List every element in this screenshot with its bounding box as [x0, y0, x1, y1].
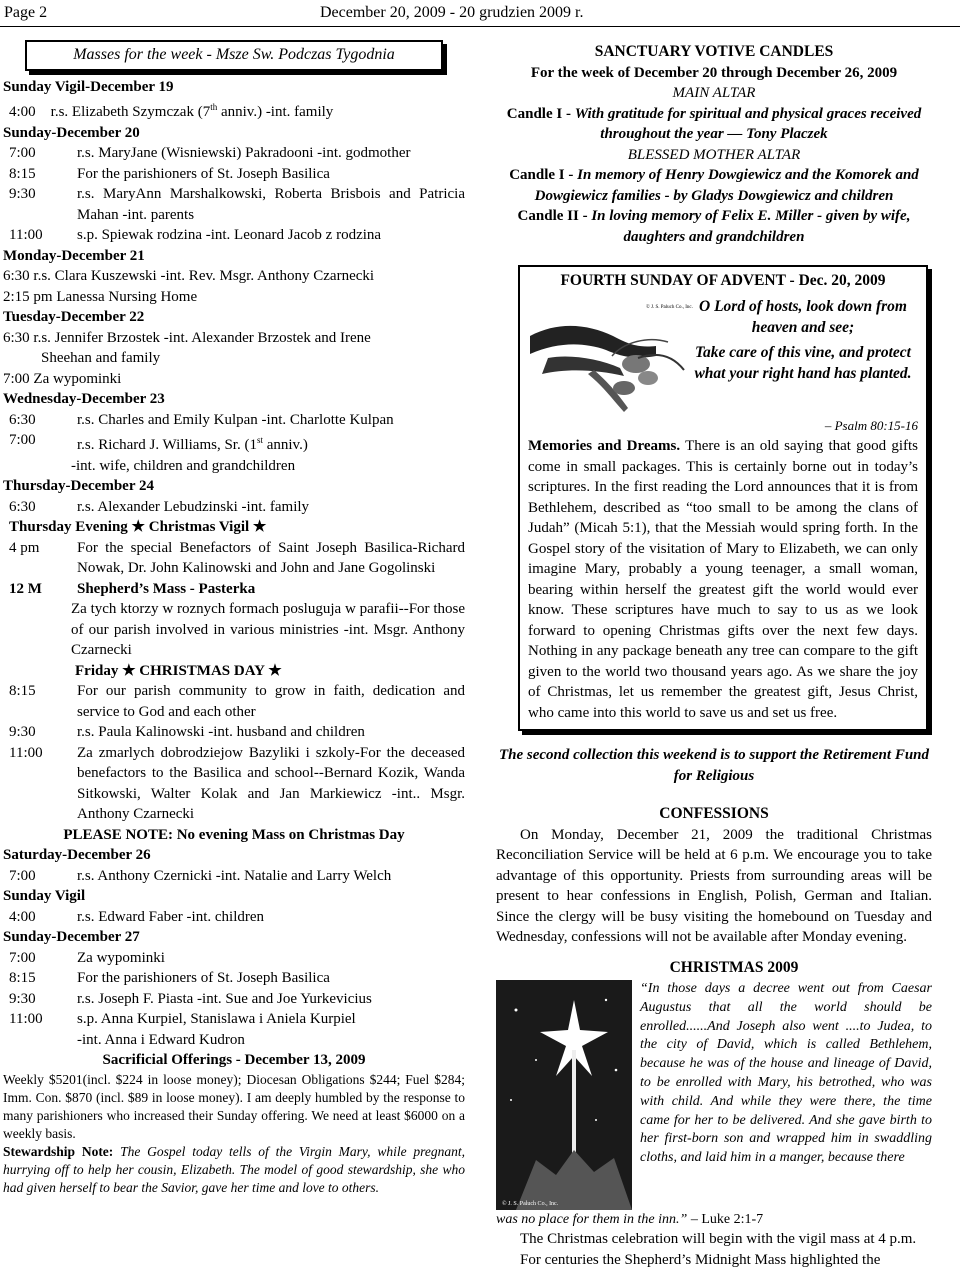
bethlehem-star-illustration [496, 980, 632, 1210]
mass-intention: r.s. MaryJane (Wisniewski) Pakradooni -int. godmother [77, 143, 465, 164]
mass-time: 11:00 [3, 1009, 77, 1030]
mass-intention: r.s. Paula Kalinowski -int. husband and children [77, 722, 465, 743]
day-heading: Sunday-December 27 [3, 927, 465, 948]
offerings-text: Weekly $5201(incl. $224 in loose money); Diocesan Obligations $244; Fuel $284; Imm. Con. $870 (incl. $89 in loose money). I am deeply humbled by the response to many parishioners who increased their Sunday offering. We need at least $6000 on a weekly basis. [3, 1071, 465, 1143]
mass-time: 9:30 [3, 184, 77, 225]
mass-entry: 4:00 r.s. Edward Faber -int. children [3, 907, 465, 928]
stewardship-note: Stewardship Note: The Gospel today tells of the Virgin Mary, while pregnant, hurrying off to help her cousin, Elizabeth. The model of good stewardship, she who had given herself to bear the Savior, gave her time and love to others. [3, 1143, 465, 1197]
mass-entry-cont: Sheehan and family [3, 348, 465, 369]
mass-time: 7:00 [3, 143, 77, 164]
mass-entry [3, 1030, 465, 1051]
mass-intention: r.s. Joseph F. Piasta -int. Sue and Joe Yurkevicius [77, 989, 465, 1010]
mass-entry: 6:30 r.s. Alexander Lebudzinski -int. family [3, 497, 465, 518]
mass-entry [3, 968, 465, 989]
mass-entry: -int. wife, children and grandchildren [3, 456, 465, 477]
mass-entry [3, 743, 465, 825]
day-heading: Sunday-December 20 [3, 123, 465, 144]
masses-title: Masses for the week - Msze Sw. Podczas Tygodnia [25, 40, 443, 71]
confessions-title: CONFESSIONS [496, 804, 932, 825]
bulletin-date: December 20, 2009 - 20 grudzien 2009 r. [320, 4, 583, 22]
mass-time: 8:15 [3, 968, 77, 989]
psalm-verse: O Lord of hosts, look down from heaven and see; Take care of this vine, and protect what your right hand has planted. [688, 296, 918, 416]
mass-time: 9:30 [3, 989, 77, 1010]
mass-entry: 4 pm For the special Benefactors of Saint Joseph Basilica-Richard Nowak, Dr. John Kalinowski and John and Jane Gogolinski [3, 538, 465, 579]
mass-entry [3, 184, 465, 225]
christmas-p1: The Christmas celebration will begin with the vigil mass at 4 p.m. [496, 1229, 932, 1250]
mass-intention: r.s. MaryAnn Marshalkowski, Roberta Brisbois and Patricia Mahan -int. parents [77, 184, 465, 225]
advent-title: FOURTH SUNDAY OF ADVENT - Dec. 20, 2009 [528, 271, 918, 292]
page-header [0, 0, 960, 27]
mass-time: 11:00 [3, 743, 77, 825]
candles-week: For the week of December 20 through December 26, 2009 [496, 63, 932, 84]
sunday-dec27-list [3, 948, 465, 1051]
blessed-mother-heading: BLESSED MOTHER ALTAR [496, 145, 932, 166]
memories-dreams: Memories and Dreams. There is an old saying that good gifts come in small packages. This is certainly borne out in today’s scriptures. In the first reading the Lord announces that it is from Bethlehem, described as “too small to be among the clans of Judah” (Micah 5:1), that the Messiah would spring forth. In the Gospel story of the visitation of Mary to Elizabeth, we can only imagine Mary, probably a young teenager, a small woman, bearing within herself the greatest gift the world would ever know. These scriptures have much to say to us as we look forward to opening Christmas gifts over the next few days. Nothing in any package beneath any tree can compare to the gift given to the world two thousand years ago. As we share the joy of Christmas, let us remember the greatest gift, Jesus Christ, who came into this world to save us and set us free. [528, 436, 918, 723]
christmas-quote: “In those days a decree went out from Caesar Augustus that all the world should be enrolled......And Joseph also went ....to Judea, to the city of David, which is called Bethlehem, because he was of the house and lineage of David, to be enrolled with Mary, his betrothed, who was with child. And while they were there, the time came for her to be delivered. And she gave birth to her first-born son and wrapped him in swaddling cloths, and laid him in a manger, because there [640, 980, 932, 1210]
mass-intention: s.p. Spiewak rodzina -int. Leonard Jacob z rodzina [77, 225, 465, 246]
mass-intention: For our parish community to grow in faith, dedication and service to God and each other [77, 681, 465, 722]
mass-entry [3, 722, 465, 743]
mass-entry [3, 948, 465, 969]
mass-intention: For the parishioners of St. Joseph Basilica [77, 164, 465, 185]
mass-entry: 7:00 r.s. Anthony Czernicki -int. Natalie and Larry Welch [3, 866, 465, 887]
day-heading: Saturday-December 26 [3, 845, 465, 866]
vine-hands-illustration [528, 296, 688, 416]
candle-entry: Candle I - With gratitude for spiritual and physical graces received throughout the year — Tony Placzek [496, 104, 932, 145]
mass-time: 7:00 [3, 948, 77, 969]
candles-title: SANCTUARY VOTIVE CANDLES [496, 42, 932, 63]
mass-time: 8:15 [3, 681, 77, 722]
mass-time [3, 1030, 77, 1051]
mass-entry [3, 1009, 465, 1030]
mass-entry-cont: Za tych ktorzy w roznych formach posluguja w parafii--For those of our parish involved in various ministries -int. Msgr. Anthony Czarnecki [3, 599, 465, 661]
mass-entry [3, 143, 465, 164]
second-collection: The second collection this weekend is to support the Retirement Fund for Religious [496, 745, 932, 786]
christmas-day-heading: Friday ★ CHRISTMAS DAY ★ [3, 661, 465, 682]
mass-entry: 2:15 pm Lanessa Nursing Home [3, 287, 465, 308]
svg-text:© J. S. Paluch Co., Inc.: © J. S. Paluch Co., Inc. [502, 1200, 559, 1207]
mass-time: 11:00 [3, 225, 77, 246]
please-note: PLEASE NOTE: No evening Mass on Christmas Day [3, 825, 465, 846]
day-heading: Sunday Vigil [3, 886, 465, 907]
mass-intention: Za zmarlych dobrodziejow Bazyliki i szkoly-For the deceased benefactors to the Basilica and school--Bernard Kozik, Wanda Sitkowski, Walter Kolak and Jan Markiewicz -int.. Msgr. Anthony Czarnecki [77, 743, 465, 825]
mass-entry [3, 225, 465, 246]
mass-time: 8:15 [3, 164, 77, 185]
mass-intention: -int. Anna i Edward Kudron [77, 1030, 465, 1051]
psalm-reference: – Psalm 80:15-16 [528, 416, 918, 437]
right-column [496, 42, 932, 1270]
mass-entry [3, 989, 465, 1010]
mass-time: 9:30 [3, 722, 77, 743]
candle-entry: Candle I - In memory of Henry Dowgiewicz and the Komorek and Dowgiewicz families - by Gladys Dowgiewicz and children [496, 165, 932, 206]
day-heading: Thursday-December 24 [3, 476, 465, 497]
mass-entry [3, 164, 465, 185]
advent-box [518, 265, 928, 731]
mass-entry: 4:00 r.s. Elizabeth Szymczak (7th anniv.) -int. family [3, 97, 465, 123]
day-heading: Sunday Vigil-December 19 [3, 77, 465, 98]
christmas-vigil-heading: Thursday Evening ★ Christmas Vigil ★ [3, 517, 465, 538]
header-rule [0, 26, 960, 27]
sunday-dec20-list [3, 143, 465, 246]
christmas-title: CHRISTMAS 2009 [496, 958, 932, 979]
mass-entry [3, 681, 465, 722]
day-heading: Tuesday-December 22 [3, 307, 465, 328]
christmas-p2: For centuries the Shepherd’s Midnight Mass highlighted the [496, 1250, 932, 1270]
offerings-title: Sacrificial Offerings - December 13, 2009 [3, 1050, 465, 1071]
mass-intention: s.p. Anna Kurpiel, Stanislawa i Aniela Kurpiel [77, 1009, 465, 1030]
masses-column [3, 40, 465, 1197]
mass-entry: 12 M Shepherd’s Mass - Pasterka [3, 579, 465, 600]
mass-intention: Za wypominki [77, 948, 465, 969]
christmas-day-list [3, 681, 465, 825]
mass-entry: 7:00 r.s. Richard J. Williams, Sr. (1st anniv.) [3, 430, 465, 456]
mass-entry: 6:30 r.s. Jennifer Brzostek -int. Alexander Brzostek and Irene [3, 328, 465, 349]
mass-entry: 6:30 r.s. Clara Kuszewski -int. Rev. Msgr. Anthony Czarnecki [3, 266, 465, 287]
mass-intention: For the parishioners of St. Joseph Basilica [77, 968, 465, 989]
main-altar-heading: MAIN ALTAR [496, 83, 932, 104]
page-number: Page 2 [4, 4, 47, 22]
mass-entry: 6:30 r.s. Charles and Emily Kulpan -int. Charlotte Kulpan [3, 410, 465, 431]
confessions-text: On Monday, December 21, 2009 the traditional Christmas Reconciliation Service will be held at 6 p.m. We encourage you to take advantage of this opportunity. Priests from surrounding areas will be present to hear confessions in English, Polish, German and Italian. Since the clergy will be busy visiting the homebound on Tuesday and Wednesday, confessions will not be available after Monday evening. [496, 825, 932, 948]
day-heading: Wednesday-December 23 [3, 389, 465, 410]
mass-entry: 7:00 Za wypominki [3, 369, 465, 390]
day-heading: Monday-December 21 [3, 246, 465, 267]
christmas-quote-end: was no place for them in the inn.” – Luke 2:1-7 [496, 1210, 932, 1229]
svg-text:© J. S. Paluch Co., Inc.: © J. S. Paluch Co., Inc. [646, 304, 693, 310]
candle-entry: Candle II - In loving memory of Felix E. Miller - given by wife, daughters and grandchildren [496, 206, 932, 247]
